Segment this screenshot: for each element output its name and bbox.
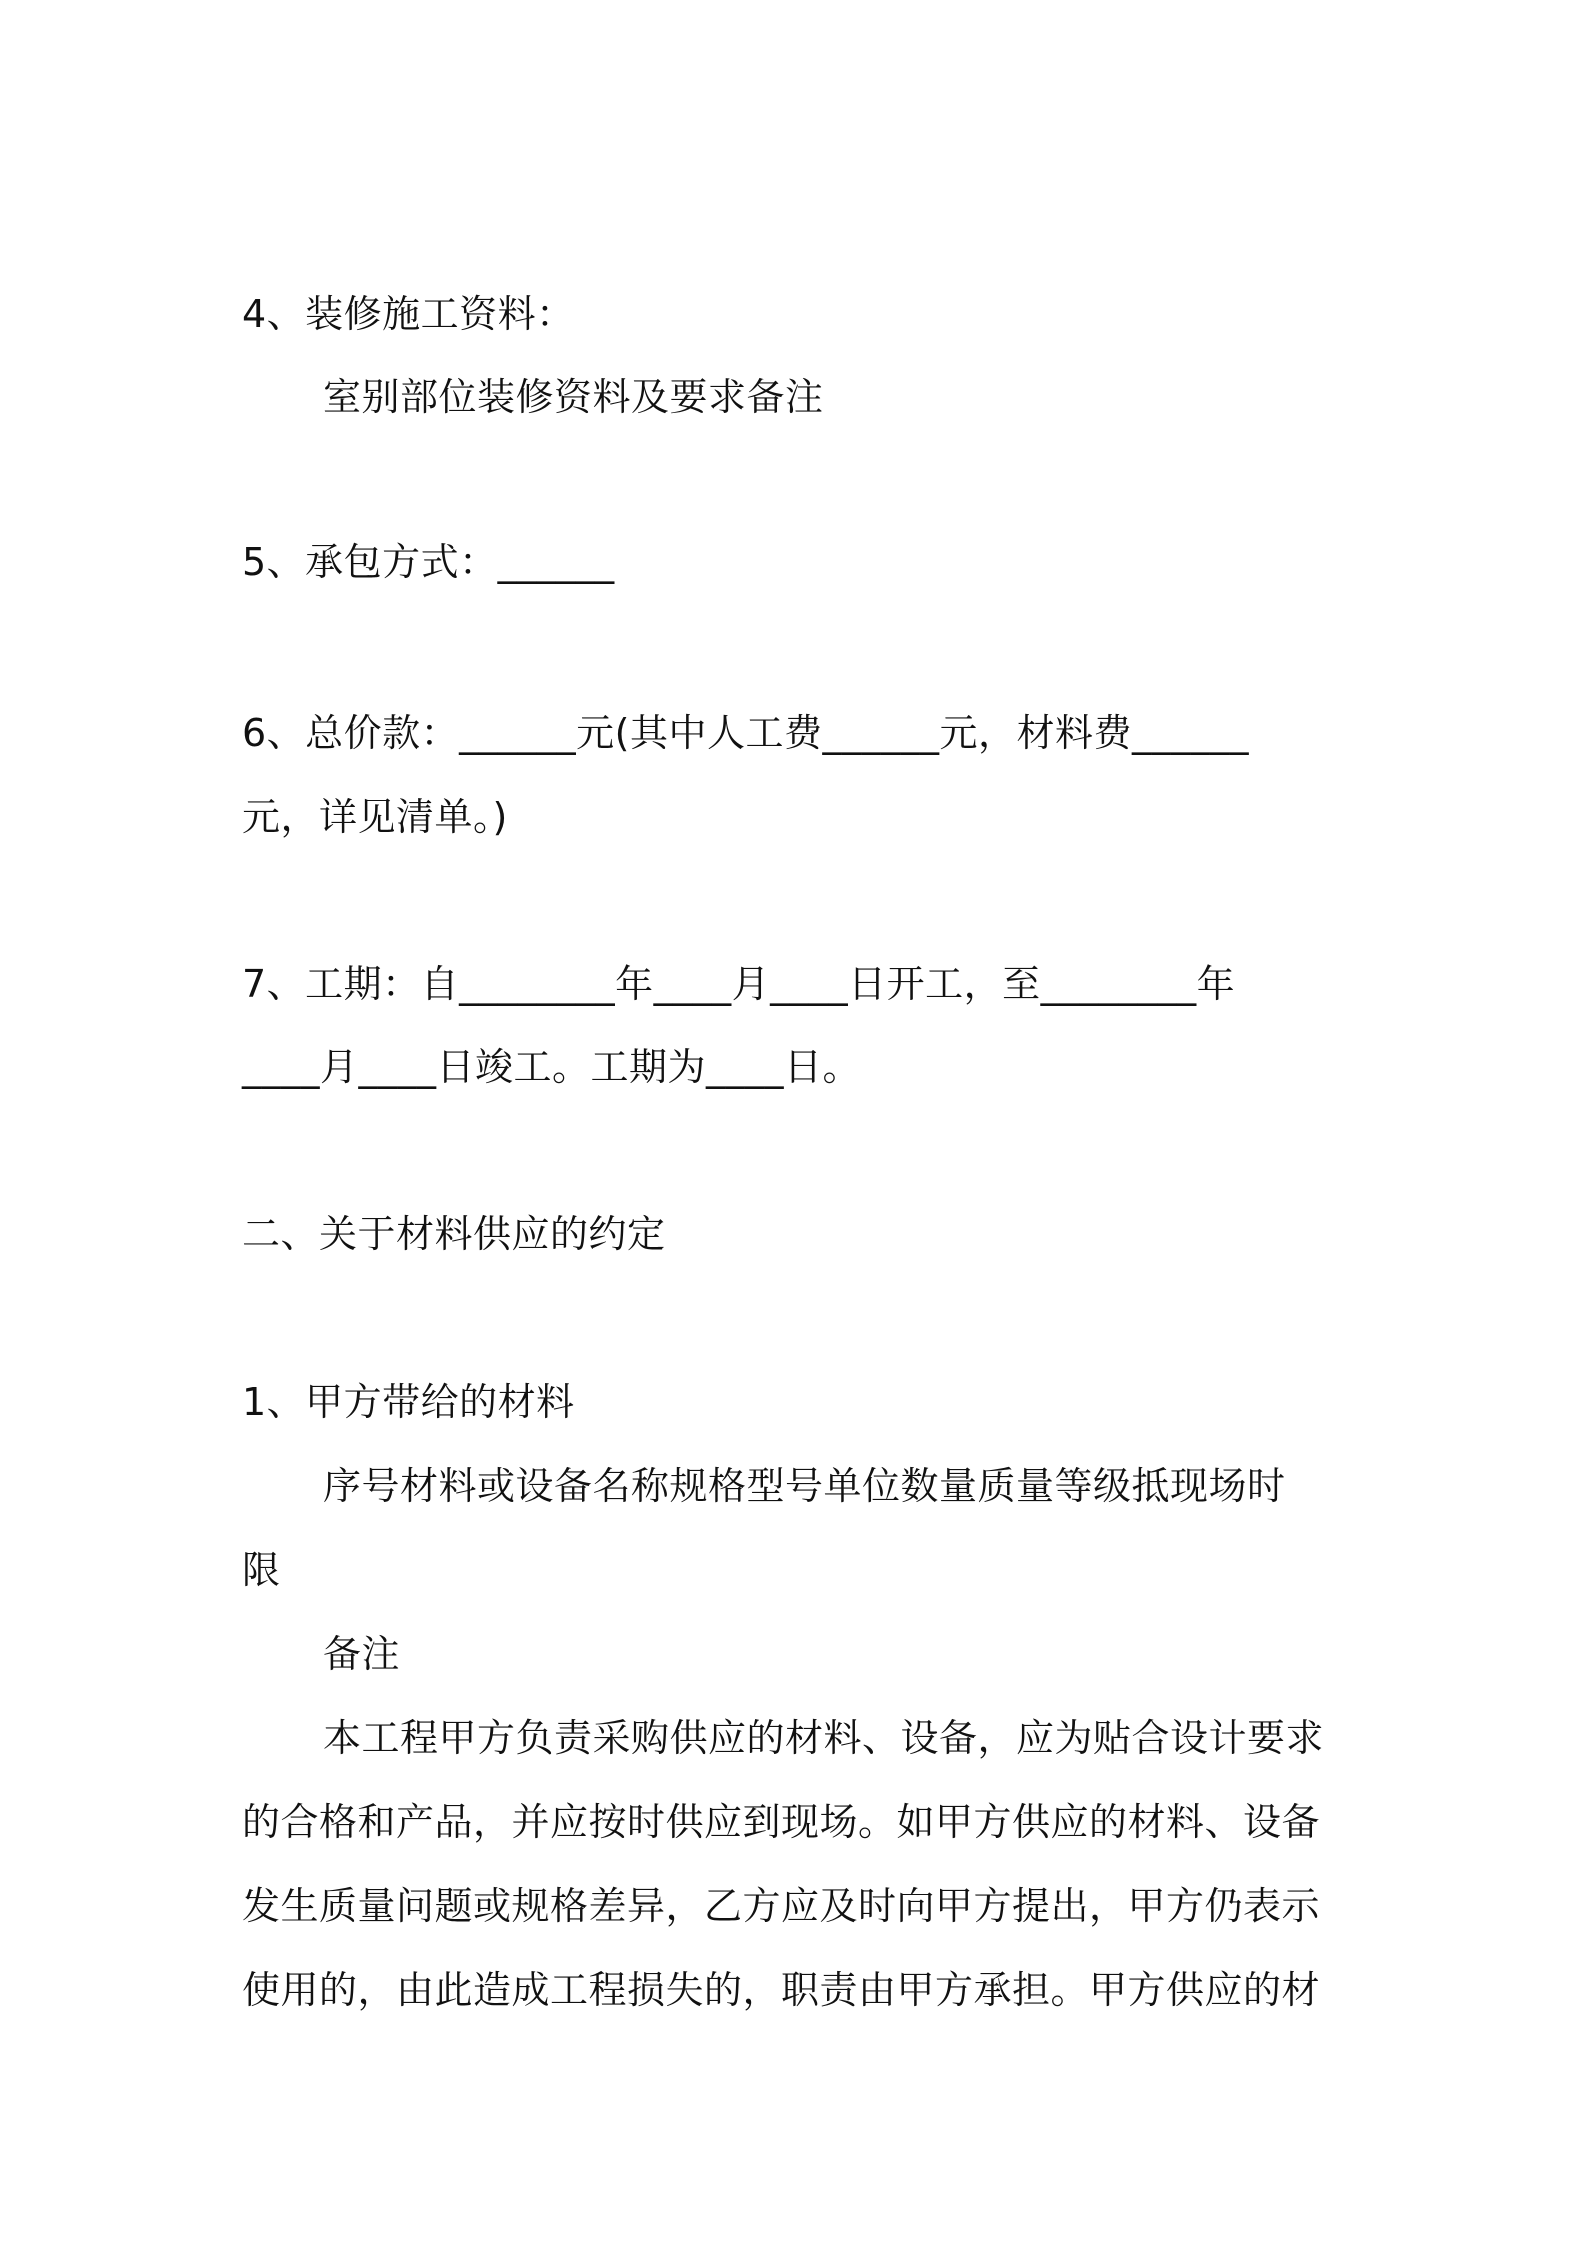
item-5-contract-method: 5、承包方式：______ [242, 540, 615, 584]
material-table-header-cont: 限 [242, 1548, 281, 1592]
item-1-heading: 1、甲方带给的材料 [242, 1380, 575, 1424]
section-2-heading: 二、关于材料供应的约定 [242, 1212, 666, 1256]
item-6-total-price-cont: 元，详见清单。) [242, 795, 508, 839]
item-4-heading: 4、装修施工资料： [242, 292, 575, 336]
table-header-renovation: 室别部位装修资料及要求备注 [323, 375, 824, 419]
paragraph-line-2: 的合格和产品，并应按时供应到现场。如甲方供应的材料、设备 [242, 1800, 1321, 1844]
item-7-schedule: 7、工期：自________年____月____日开工，至________年 [242, 962, 1236, 1006]
paragraph-line-3: 发生质量问题或规格差异，乙方应及时向甲方提出，甲方仍表示 [242, 1884, 1321, 1928]
material-table-remark: 备注 [323, 1632, 401, 1676]
material-table-header: 序号材料或设备名称规格型号单位数量质量等级抵现场时 [323, 1464, 1286, 1508]
paragraph-line-1: 本工程甲方负责采购供应的材料、设备，应为贴合设计要求 [323, 1716, 1325, 1760]
item-7-schedule-cont: ____月____日竣工。工期为____日。 [242, 1045, 862, 1089]
paragraph-line-4: 使用的，由此造成工程损失的，职责由甲方承担。甲方供应的材 [242, 1968, 1321, 2012]
item-6-total-price: 6、总价款：______元(其中人工费______元，材料费______ [242, 711, 1250, 755]
